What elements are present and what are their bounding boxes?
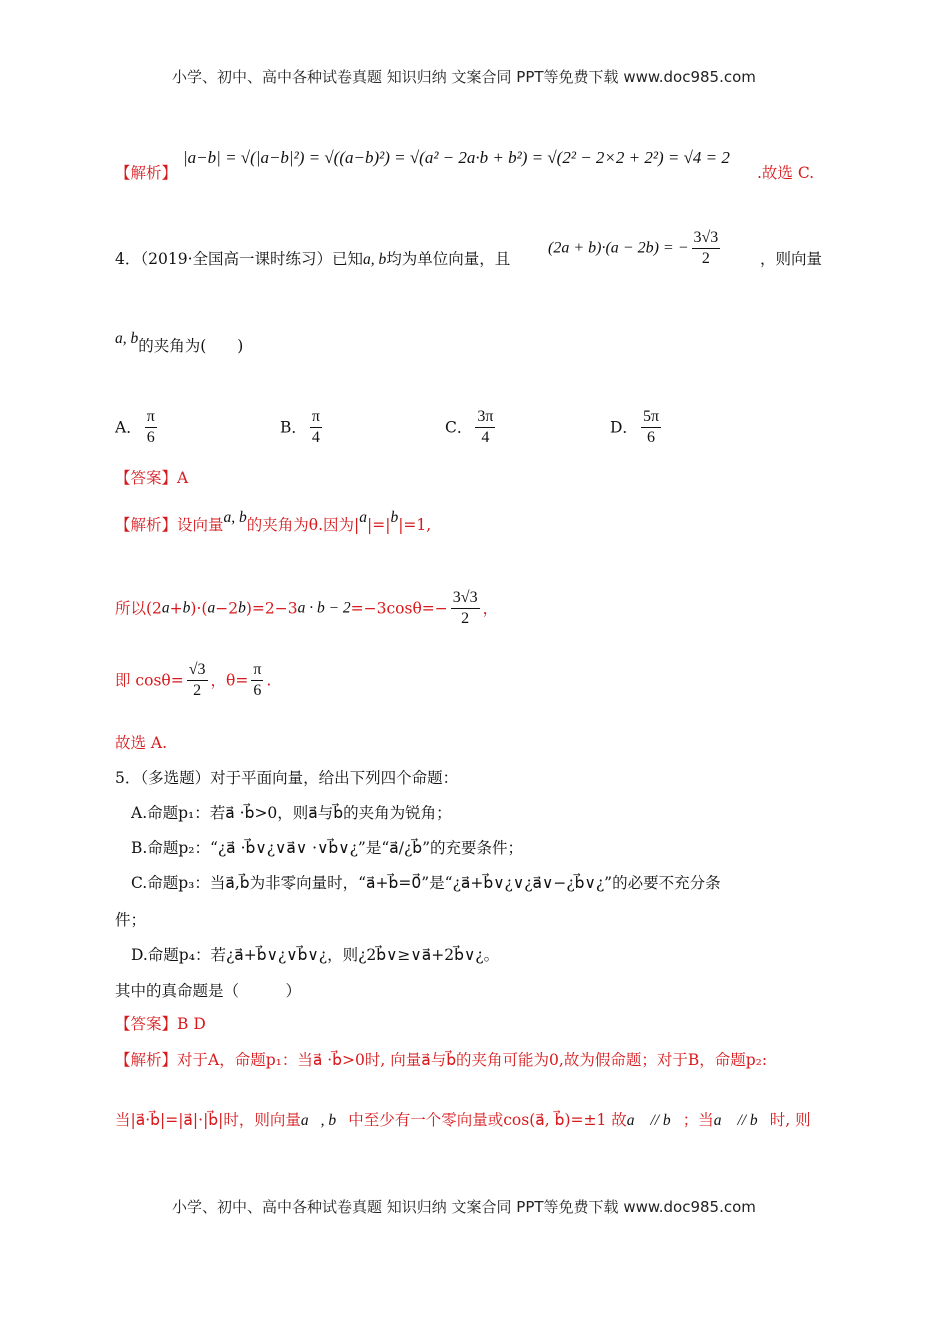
option-label: C． bbox=[445, 418, 473, 437]
q4-option-d bbox=[610, 407, 664, 448]
q4-analysis-line4: 故选 A. bbox=[115, 734, 168, 752]
q4-option-b bbox=[280, 407, 325, 448]
analysis-vars: a, b bbox=[223, 509, 247, 526]
analysis-text: −2 bbox=[215, 599, 239, 618]
q4-stem bbox=[115, 249, 510, 270]
analysis-text: 的夹角为θ.因为| bbox=[246, 516, 360, 534]
q4-analysis-line3 bbox=[115, 660, 271, 701]
analysis-expr: a · b − 2 bbox=[297, 599, 351, 617]
analysis-text: 中至少有一个零向量或cos(a⃗, b⃗)=±1 故 bbox=[348, 1111, 627, 1129]
q3-formula: |a−b| = √(|a−b|²) = √((a−b)²) = √(a² − 2a·b + b²) = √(2² − 2×2 + 2²) = √4 = 2 bbox=[183, 148, 730, 167]
q5-option-b: B.命题p₂：“¿a⃗ ·b⃗∨¿∨a⃗∨ ·∨b⃗∨¿”是“a⃗/¿b⃗”的充要条件； bbox=[131, 839, 524, 857]
q4-vars: a, b bbox=[363, 251, 387, 268]
analysis-parallel: a⃗ // b⃗ bbox=[626, 1112, 683, 1129]
analysis-var: b bbox=[182, 599, 191, 617]
q4-analysis-line1 bbox=[115, 509, 432, 536]
analysis-vars: a⃗, b⃗ bbox=[300, 1112, 349, 1129]
q4-line2-vars: a, b bbox=[115, 330, 139, 347]
option-den: 4 bbox=[311, 429, 320, 446]
q4-option-c bbox=[445, 407, 498, 448]
option-den: 6 bbox=[646, 429, 655, 446]
analysis-var: a bbox=[161, 599, 170, 617]
q4-formula-num: 3√3 bbox=[692, 228, 721, 249]
q4-answer: 【答案】A bbox=[115, 469, 189, 487]
q5-option-a: A.命题p₁：若a⃗ ·b⃗>0，则a⃗与b⃗的夹角为锐角； bbox=[131, 804, 452, 822]
analysis-frac-num: 3√3 bbox=[451, 588, 480, 609]
analysis-frac-num: √3 bbox=[187, 660, 208, 681]
q4-number: 4． bbox=[115, 250, 141, 268]
analysis-text: |=1, bbox=[398, 516, 432, 534]
q5-question: 其中的真命题是（ ） bbox=[115, 982, 302, 1000]
q4-source: （2019·全国高一课时练习）已知 bbox=[140, 250, 363, 268]
analysis-text: . bbox=[266, 671, 272, 690]
q5-analysis-line2 bbox=[115, 1110, 811, 1131]
q5-title: 5．（多选题）对于平面向量，给出下列四个命题： bbox=[115, 769, 459, 787]
option-num: π bbox=[145, 407, 157, 428]
analysis-frac-den: 6 bbox=[253, 682, 262, 699]
analysis-text: + bbox=[169, 599, 183, 618]
q3-analysis-tag: 【解析】 bbox=[115, 164, 178, 182]
q4-formula-lhs: (2a + b)·(a − 2b) = − bbox=[548, 239, 689, 257]
q4-stem-end: ，则向量 bbox=[760, 250, 823, 268]
option-num: 5π bbox=[641, 407, 661, 428]
analysis-text: )·( bbox=[190, 599, 208, 618]
q4-mid: 均为单位向量，且 bbox=[386, 250, 511, 268]
q3-tail: .故选 C. bbox=[757, 164, 815, 182]
option-den: 4 bbox=[481, 429, 490, 446]
analysis-text: 所以(2 bbox=[115, 599, 162, 618]
q5-analysis-line1: 【解析】对于A，命题p₁：当a⃗ ·b⃗>0时, 向量a⃗与b⃗的夹角可能为0,故为假命题；对于B，命题p₂: bbox=[115, 1051, 768, 1069]
option-label: B． bbox=[280, 418, 307, 437]
analysis-var: b bbox=[238, 599, 246, 617]
option-num: 3π bbox=[475, 407, 495, 428]
analysis-tag: 【解析】 bbox=[115, 516, 178, 534]
analysis-text: 即 cosθ= bbox=[115, 671, 184, 690]
q4-formula-den: 2 bbox=[701, 250, 710, 267]
analysis-text: 设向量 bbox=[177, 516, 224, 534]
q4-line2-text: 的夹角为( ) bbox=[138, 337, 244, 355]
analysis-frac-den: 2 bbox=[461, 610, 470, 627]
analysis-text: |=| bbox=[367, 516, 391, 534]
analysis-text: ，θ= bbox=[210, 671, 249, 690]
analysis-var: a bbox=[359, 509, 368, 526]
analysis-frac-num: π bbox=[251, 660, 263, 681]
analysis-text: )=2−3 bbox=[245, 599, 298, 618]
q5-answer: 【答案】B D bbox=[115, 1015, 206, 1033]
page-header: 小学、初中、高中各种试卷真题 知识归纳 文案合同 PPT等免费下载 www.doc985.com bbox=[172, 68, 756, 86]
q5-option-d: D.命题p₄：若¿a⃗+b⃗∨¿∨b⃗∨¿，则¿2b⃗∨≥∨a⃗+2b⃗∨¿。 bbox=[131, 946, 500, 964]
q4-formula bbox=[548, 228, 723, 269]
option-num: π bbox=[310, 407, 322, 428]
analysis-frac-den: 2 bbox=[193, 682, 202, 699]
q4-line2 bbox=[115, 330, 244, 357]
analysis-text: 时, 则 bbox=[769, 1111, 811, 1129]
option-label: A． bbox=[115, 418, 142, 437]
analysis-var: a bbox=[207, 599, 216, 617]
analysis-text: 当|a⃗·b⃗|=|a⃗|·|b⃗|时，则向量 bbox=[115, 1111, 301, 1129]
analysis-text: =−3cosθ=− bbox=[350, 599, 448, 618]
q5-option-c: C.命题p₃：当a⃗,b⃗为非零向量时，“a⃗+b⃗=0⃗”是“¿a⃗+b⃗∨¿∨¿a⃗∨−¿b⃗∨¿”的必要不充分条 bbox=[131, 874, 721, 892]
analysis-var: b bbox=[390, 509, 399, 526]
page-footer: 小学、初中、高中各种试卷真题 知识归纳 文案合同 PPT等免费下载 www.doc985.com bbox=[172, 1198, 756, 1216]
analysis-parallel: a⃗ // b⃗ bbox=[713, 1112, 770, 1129]
analysis-text: ；当 bbox=[682, 1111, 714, 1129]
option-label: D． bbox=[610, 418, 638, 437]
option-den: 6 bbox=[146, 429, 155, 446]
q5-option-c-cont: 件； bbox=[115, 911, 147, 929]
q4-analysis-line2 bbox=[115, 588, 498, 629]
analysis-text: ， bbox=[482, 599, 499, 618]
q4-option-a bbox=[115, 407, 160, 448]
